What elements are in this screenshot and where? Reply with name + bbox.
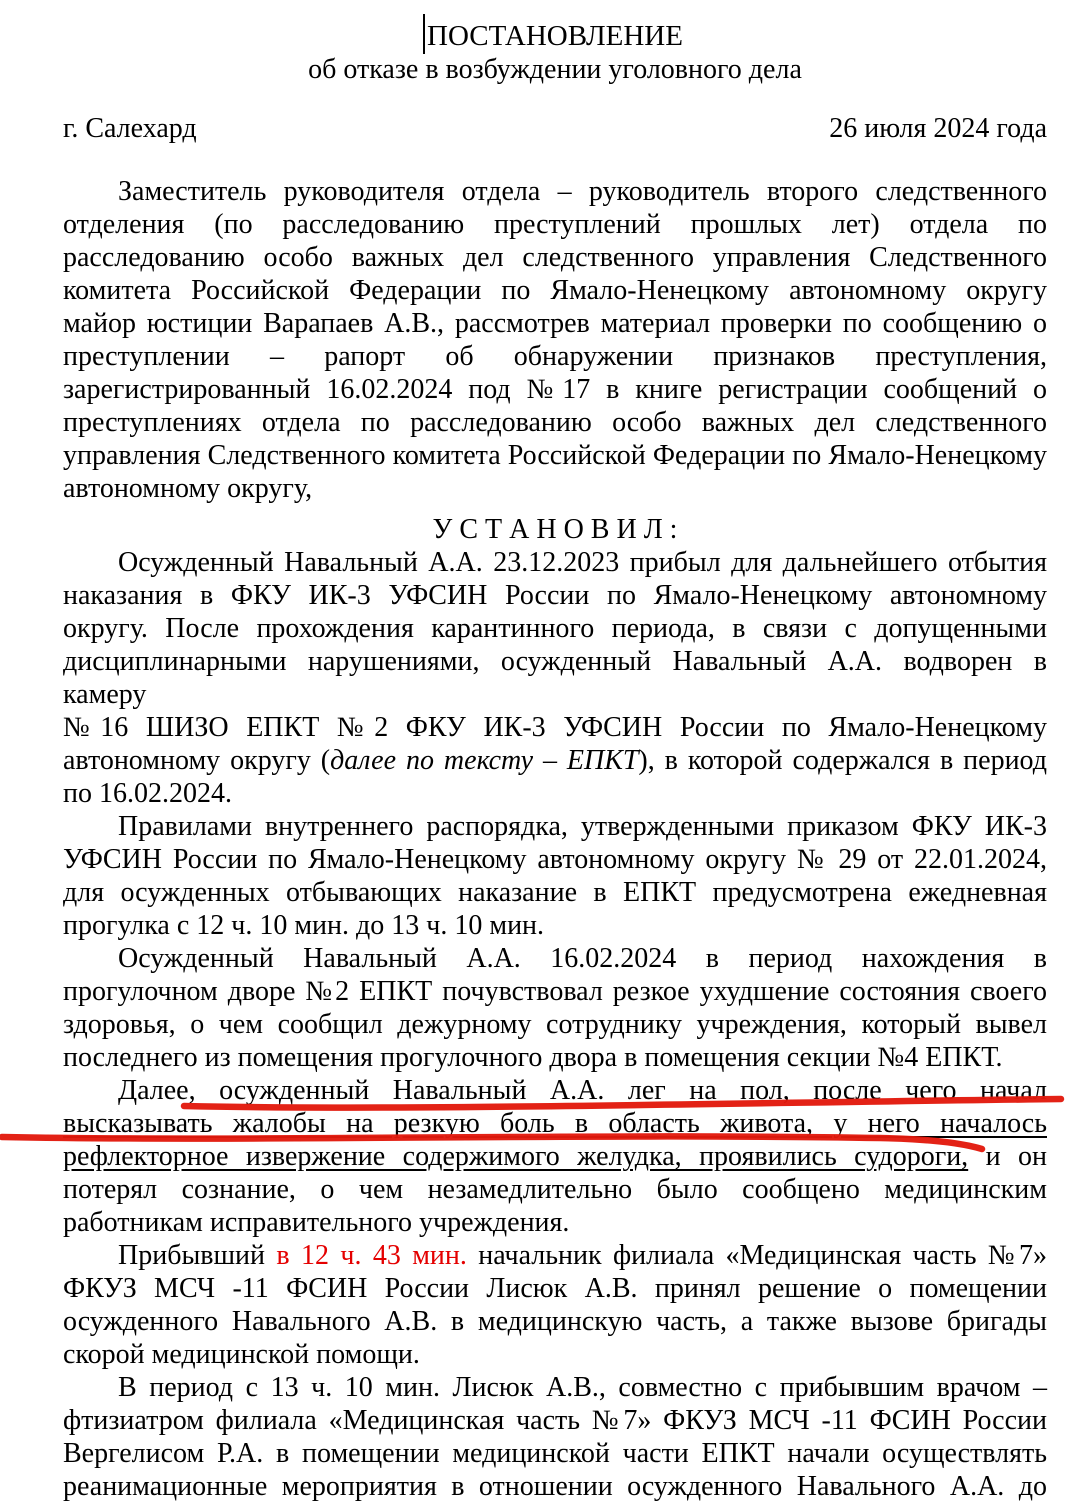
text-segment: зарегистрированный 16.02.2024 под №17 в книге регистрации сообщений о (63, 374, 1047, 405)
text-segment: Правилами внутреннего распорядка, утвержденными приказом ФКУ ИК-3 (118, 811, 1047, 842)
document-title: ПОСТАНОВЛЕНИЕ (427, 20, 683, 52)
red-time-text: в 12 ч. 43 мин. (276, 1240, 467, 1271)
text-line (63, 373, 1047, 406)
text-line (63, 1140, 1047, 1173)
text-segment: работникам исправительного учреждения. (63, 1207, 570, 1238)
text-line (63, 810, 1047, 843)
text-segment: преступлениях отдела по расследованию особо важных дел следственного (63, 407, 1047, 438)
document-date: 26 июля 2024 года (829, 113, 1047, 144)
paragraph (63, 942, 1047, 1074)
text-line (63, 307, 1047, 340)
text-segment: ), в которой содержался в период (638, 745, 1048, 776)
paragraph (63, 1371, 1047, 1503)
text-line (63, 744, 1047, 777)
text-line (63, 1074, 1047, 1107)
text-segment: наказания в ФКУ ИК-3 УФСИН России по Ямало-Ненецкому автономному (63, 580, 1047, 611)
text-segment: Далее, осужденный Навальный А.А. лег на пол, после чего начал (118, 1075, 1047, 1106)
text-line (63, 975, 1047, 1008)
text-segment: по 16.02.2024. (63, 778, 232, 809)
text-line (63, 175, 1047, 208)
section-heading: У С Т А Н О В И Л : (432, 514, 678, 545)
text-segment: ФКУЗ МСЧ -11 ФСИН России Лисюк А.В. принял решение о помещении (63, 1273, 1047, 1304)
text-line (63, 406, 1047, 439)
text-segment: майор юстиции Варапаев А.В., рассмотрев материал проверки по сообщению о (63, 308, 1047, 339)
text-line (63, 843, 1047, 876)
text-segment: автономному округу, (63, 473, 313, 504)
text-line (63, 1173, 1047, 1206)
text-line (63, 1272, 1047, 1305)
text-line (63, 340, 1047, 373)
text-segment: прогулочном дворе №2 ЕПКТ почувствовал резкое ухудшение состояния своего (63, 976, 1047, 1007)
document-subtitle: об отказе в возбуждении уголовного дела (308, 54, 802, 85)
text-line (63, 1107, 1047, 1140)
text-line (63, 1338, 1047, 1371)
text-segment: Осужденный Навальный А.А. 23.12.2023 прибыл для дальнейшего отбытия (118, 547, 1047, 578)
text-line (63, 1008, 1047, 1041)
text-segment: автономному округу ( (63, 745, 331, 776)
text-segment: комитета Российской Федерации по Ямало-Ненецкому автономному округу (63, 275, 1047, 306)
text-segment: отделения (по расследованию преступлений прошлых лет) отдела по (63, 209, 1047, 240)
text-segment: расследованию особо важных дел следственного управления Следственного (63, 242, 1047, 273)
text-line (63, 1206, 1047, 1239)
paragraph (63, 810, 1047, 942)
text-segment: потерял сознание, о чем незамедлительно было сообщено медицинским (63, 1174, 1047, 1205)
text-segment: Прибывший (118, 1240, 277, 1271)
text-line (63, 241, 1047, 274)
text-segment: осужденного Навального А.В. в медицинскую часть, а также вызове бригады (63, 1306, 1047, 1337)
document-place: г. Салехард (63, 113, 197, 144)
text-line (63, 1437, 1047, 1470)
text-line (63, 612, 1047, 645)
text-segment: прогулка с 12 ч. 10 мин. до 13 ч. 10 мин. (63, 910, 545, 941)
text-segment: №16 ШИЗО ЕПКТ №2 ФКУ ИК-3 УФСИН России по Ямало-Ненецкому (63, 712, 1047, 743)
text-segment: УФСИН России по Ямало-Ненецкому автономному округу № 29 от 22.01.2024, (63, 844, 1047, 875)
text-line (63, 1041, 1047, 1074)
text-segment: начальник филиала «Медицинская часть №7» (466, 1240, 1047, 1271)
text-segment: округу. После прохождения карантинного периода, в связи с допущенными (63, 613, 1047, 644)
text-line (63, 208, 1047, 241)
text-line (63, 645, 1047, 711)
text-segment: скорой медицинской помощи. (63, 1339, 420, 1370)
paragraph (63, 175, 1047, 505)
place-date-row (63, 112, 1047, 145)
text-segment: фтизиатром филиала «Медицинская часть №7» ФКУЗ МСЧ -11 ФСИН России (63, 1405, 1047, 1436)
paragraph (63, 1239, 1047, 1371)
text-line (63, 579, 1047, 612)
underlined-text: высказывать жалобы на резкую боль в область живота, у него началось (63, 1108, 1047, 1139)
text-line (63, 1470, 1047, 1503)
underlined-text: рефлекторное извержение содержимого желудка, проявились судороги, (63, 1141, 969, 1172)
text-segment: для осужденных отбывающих наказание в ЕПКТ предусмотрена ежедневная (63, 877, 1047, 908)
text-line (63, 1305, 1047, 1338)
paragraph (63, 1074, 1047, 1239)
text-segment: управления Следственного комитета Российской Федерации по Ямало-Ненецкому (63, 440, 1047, 471)
text-line (63, 472, 1047, 505)
text-segment: здоровья, о чем сообщил дежурному сотруднику учреждения, который вывел (63, 1009, 1047, 1040)
text-line (63, 1239, 1047, 1272)
text-line (63, 1371, 1047, 1404)
text-segment: последнего из помещения прогулочного двора в помещения секции №4 ЕПКТ. (63, 1042, 1003, 1073)
text-line (63, 876, 1047, 909)
document-title-wrap (427, 20, 683, 53)
text-segment: и он (968, 1141, 1047, 1172)
text-line (63, 711, 1047, 744)
document-body (63, 175, 1047, 1503)
text-segment: Осужденный Навальный А.А. 16.02.2024 в период нахождения в (118, 943, 1047, 974)
text-segment: В период с 13 ч. 10 мин. Лисюк А.В., совместно с прибывшим врачом – (118, 1372, 1047, 1403)
paragraph (63, 546, 1047, 810)
text-line (63, 439, 1047, 472)
text-segment: дисциплинарными нарушениями, осужденный Навальный А.А. водворен в камеру (63, 646, 1047, 710)
text-line (63, 274, 1047, 307)
text-segment: преступлении – рапорт об обнаружении признаков преступления, (63, 341, 1047, 372)
text-line (63, 777, 1047, 810)
text-segment: реанимационные мероприятия в отношении осужденного Навального А.А. до (63, 1471, 1047, 1502)
text-segment: Вергелисом Р.А. в помещении медицинской части ЕПКТ начали осуществлять (63, 1438, 1047, 1469)
document-title-line (63, 20, 1047, 53)
text-line (63, 546, 1047, 579)
text-line (63, 909, 1047, 942)
text-line (63, 1404, 1047, 1437)
text-line (63, 942, 1047, 975)
italic-text: далее по тексту – ЕПКТ (330, 745, 639, 776)
document-content (63, 0, 1047, 1503)
text-segment: Заместитель руководителя отдела – руководитель второго следственного (118, 176, 1047, 207)
text-cursor (423, 14, 425, 54)
